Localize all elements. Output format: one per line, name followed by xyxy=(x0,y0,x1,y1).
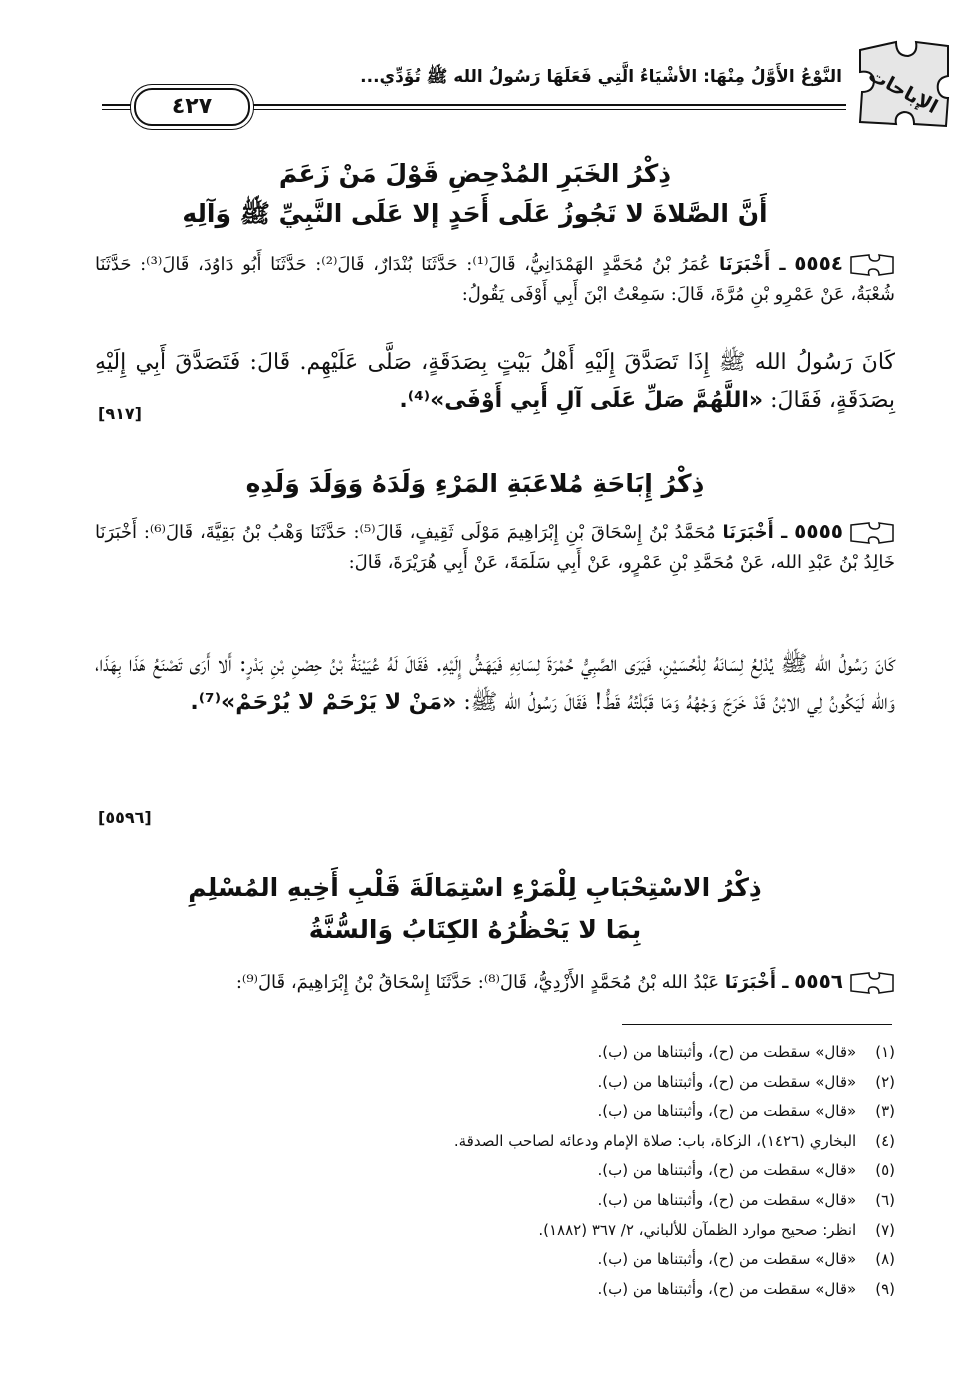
footnote-number: (٩) xyxy=(875,1279,895,1298)
footnote xyxy=(95,1038,895,1068)
matn-quote: «اللَّهُمَّ صَلِّ عَلَى آلِ أَبِي أَوْفَى»⁽⁴⁾. xyxy=(399,388,764,413)
hadith-isnad xyxy=(95,966,895,998)
akhbarana-label: ـ أَخْبَرَنَا xyxy=(722,522,788,543)
footnote-text: «قال» سقطت من (ح)، وأثبتناها من (ب). xyxy=(597,1043,857,1061)
footnote-text: «قال» سقطت من (ح)، وأثبتناها من (ب). xyxy=(597,1072,857,1091)
footnote-number: (٨) xyxy=(875,1250,895,1269)
footnote xyxy=(95,1216,895,1246)
isnad-text: عُمَرُ بْنُ مُحَمَّدٍ الهَمْدَانِيُّ، قَالَ⁽¹⁾: حَدَّثَنَا بُنْدَارٌ، قَالَ⁽²⁾: حَدَّثَنَا أَبُو دَاوُدَ، قَالَ⁽³⁾: حَدَّثَنَا شُعْبَةُ، عَنْ عَمْرِو بْنِ مُرَّةَ، قَالَ: سَمِعْتُ ابْنَ أَبِي أَوْفَى يَقُولُ: xyxy=(95,254,895,305)
hadith-matn xyxy=(95,646,895,722)
hadith-marker-icon xyxy=(849,253,895,277)
footnote-text: «قال» سقطت من (ح)، وأثبتناها من (ب). xyxy=(597,1102,857,1121)
footnote xyxy=(95,1186,895,1216)
hadith-matn xyxy=(95,344,895,420)
footnote-number: (٤) xyxy=(875,1131,895,1150)
running-header xyxy=(92,36,953,132)
matn-quote: «مَنْ لا يَرْحَمْ لا يُرْحَمْ»⁽⁷⁾. xyxy=(190,690,457,715)
footnote-number: (١) xyxy=(875,1043,895,1061)
footnotes-list xyxy=(95,1038,895,1304)
page-number: ٤٢٧ xyxy=(134,88,250,126)
footnote-number: (٥) xyxy=(875,1161,895,1180)
matn-text: كَانَ رَسُولُ الله ﷺ إِذَا تَصَدَّقَ إِلَيْهِ أَهْلُ بَيْتٍ بِصَدَقَةٍ، صَلَّى عَلَيْهِم. قَالَ: فَتَصَدَّقَ أَبِي إِلَيْهِ بِصَدَقَةٍ، فَقَالَ: xyxy=(95,350,895,413)
footnote-number: (٦) xyxy=(875,1190,895,1209)
section-heading: ذِكْرُ الاسْتِحْبَابِ لِلْمَرْءِ اسْتِمَالَةَ قَلْبِ أَخِيهِ المُسْلِمِ xyxy=(188,873,762,902)
section-heading: بِمَا لا يَحْظُرُهُ الكِتَابُ وَالسُّنَّةُ xyxy=(308,915,642,944)
footnote-text: «قال» سقطت من (ح)، وأثبتناها من (ب). xyxy=(597,1161,857,1180)
hadith-number: ٥٥٥٦ xyxy=(794,969,843,993)
hadith-isnad xyxy=(95,516,895,578)
category-tag-label: الإباحات xyxy=(864,63,942,119)
footnote xyxy=(95,1245,895,1275)
footnote-number: (٣) xyxy=(875,1102,895,1121)
footnote-number: (٧) xyxy=(875,1220,895,1239)
cross-reference: [٥٥٩٦] xyxy=(98,808,152,827)
akhbarana-label: ـ أَخْبَرَنَا xyxy=(719,254,786,275)
footnote-text: «قال» سقطت من (ح)، وأثبتناها من (ب). xyxy=(597,1190,857,1209)
hadith-marker-icon xyxy=(849,521,895,545)
footnote xyxy=(95,1127,895,1157)
hadith-number: ٥٥٥٥ xyxy=(794,519,843,543)
footnote-text: البخاري (١٤٢٦)، الزكاة، باب: صلاة الإمام ودعائه لصاحب الصدقة. xyxy=(453,1131,857,1150)
footnote-separator xyxy=(622,1024,892,1025)
hadith-marker-icon xyxy=(849,971,895,995)
isnad-text: مُحَمَّدُ بْنُ إِسْحَاقَ بْنِ إِبْرَاهِيمَ مَوْلَى ثَقِيفٍ، قَالَ⁽⁵⁾: حَدَّثَنَا وَهْبُ بْنُ بَقِيَّةَ، قَالَ⁽⁶⁾: أَخْبَرَنَا خَالِدُ بْنُ عَبْدِ الله، عَنْ مُحَمَّدِ بْنِ عَمْرٍو، عَنْ أَبِي سَلَمَةَ، عَنْ أَبِي هُرَيْرَةَ، قَالَ: xyxy=(95,522,895,573)
section-heading: أَنَّ الصَّلاةَ لا تَجُوزُ عَلَى أَحَدٍ إلا عَلَى النَّبِيِّ ﷺ وَآلِهِ xyxy=(182,199,768,228)
hadith-number: ٥٥٥٤ xyxy=(794,251,844,275)
section-heading: ذِكْرُ إِبَاحَةِ مُلاعَبَةِ المَرْءِ وَلَدَهُ وَوَلَدَ وَلَدِهِ xyxy=(245,469,705,498)
akhbarana-label: ـ أَخْبَرَنَا xyxy=(724,972,789,993)
running-title: النَّوْعُ الأَوَّلُ مِنْهَا: الأشْيَاءُ الَّتِي فَعَلَهَا رَسُولُ الله ﷺ تُؤَدِّي... xyxy=(360,67,842,87)
footnote xyxy=(95,1275,895,1305)
footnote xyxy=(95,1068,895,1098)
section-heading: ذِكْرُ الخَبَرِ المُدْحِضِ قَوْلَ مَنْ زَعَمَ xyxy=(278,159,672,188)
footnote-text: «قال» سقطت من (ح)، وأثبتناها من (ب). xyxy=(597,1250,857,1269)
footnote xyxy=(95,1097,895,1127)
footnote-number: (٢) xyxy=(875,1072,895,1091)
hadith-isnad xyxy=(95,248,895,310)
footnote-text: انظر: صحيح موارد الظمآن للألباني، ٢/ ٣٦٧ (١٨٨٢). xyxy=(538,1220,857,1239)
cross-reference: [٩١٧] xyxy=(98,404,142,423)
isnad-text: عَبْدُ الله بْنُ مُحَمَّدٍ الأَزْدِيُّ، قَالَ⁽⁸⁾: حَدَّثَنَا إِسْحَاقُ بْنُ إِبْرَاهِيمَ، قَالَ⁽⁹⁾: xyxy=(235,972,720,993)
matn-text: كَانَ رَسُولُ الله ﷺ يُدْلِعُ لِسَانَهُ لِلْحُسَيْنِ، فَيَرَى الصَّبِيُّ حُمْرَةَ لِسَانِهِ فَيَهَشُّ إِلَيْهِ. فَقَالَ لَهُ عُيَيْنَةُ بْنُ حِصْنِ بْنِ بَدْرٍ: أَلا أَرَى تَصْنَعُ هَذَا بِهَذَا، وَالله لَيَكُونُ لِي الابْنُ قَدْ خَرَجَ وَجْهُهُ وَمَا قَبَّلْتُهُ قَطُّ! فَقَالَ رَسُولُ الله ﷺ: xyxy=(95,652,895,715)
footnote xyxy=(95,1156,895,1186)
footnote-text: «قال» سقطت من (ح)، وأثبتناها من (ب). xyxy=(597,1279,857,1298)
